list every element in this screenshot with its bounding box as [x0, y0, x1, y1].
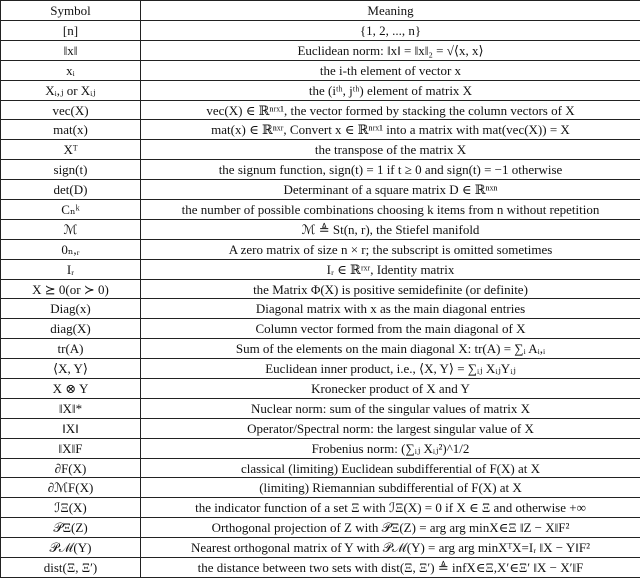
meaning-cell: the number of possible combinations choosing k items from n without repetition	[141, 200, 640, 220]
meaning-cell: Euclidean inner product, i.e., ⟨X, Y⟩ = ∑ᵢⱼ XᵢⱼYᵢⱼ	[141, 359, 640, 379]
meaning-cell: Euclidean norm: ‖x‖ = ‖x‖₂ = √⟨x, x⟩	[141, 40, 640, 60]
symbol-cell: sign(t)	[1, 160, 141, 180]
meaning-cell: the indicator function of a set Ξ with ℐΞ(X) = 0 if X ∈ Ξ and otherwise +∞	[141, 498, 640, 518]
table-row	[1, 478, 640, 498]
meaning-cell: vec(X) ∈ ℝⁿʳˣ¹, the vector formed by stacking the column vectors of X	[141, 100, 640, 120]
symbol-cell: Xᵢ,ⱼ or Xᵢⱼ	[1, 80, 141, 100]
table-row	[1, 40, 640, 60]
table-row	[1, 219, 640, 239]
meaning-cell: A zero matrix of size n × r; the subscript is omitted sometimes	[141, 239, 640, 259]
meaning-cell: mat(x) ∈ ℝⁿˣʳ, Convert x ∈ ℝⁿʳˣ¹ into a matrix with mat(vec(X)) = X	[141, 120, 640, 140]
symbol-cell: ⟨X, Y⟩	[1, 359, 141, 379]
symbol-cell: Xᵀ	[1, 140, 141, 160]
symbol-cell: xᵢ	[1, 60, 141, 80]
meaning-cell: the signum function, sign(t) = 1 if t ≥ 0 and sign(t) = −1 otherwise	[141, 160, 640, 180]
meaning-cell: the transpose of the matrix X	[141, 140, 640, 160]
symbol-cell: 𝒫Ξ(Z)	[1, 518, 141, 538]
meaning-cell: Frobenius norm: (∑ᵢⱼ Xᵢⱼ²)^1/2	[141, 438, 640, 458]
table-row	[1, 80, 640, 100]
symbol-cell: 0ₙ,ᵣ	[1, 239, 141, 259]
table-row	[1, 60, 640, 80]
table-row	[1, 379, 640, 399]
table-row	[1, 180, 640, 200]
meaning-cell: Nuclear norm: sum of the singular values of matrix X	[141, 398, 640, 418]
meaning-cell: Column vector formed from the main diagonal of X	[141, 319, 640, 339]
table-row	[1, 299, 640, 319]
table-row	[1, 200, 640, 220]
symbol-cell: X ⊗ Y	[1, 379, 141, 399]
meaning-cell: the distance between two sets with dist(Ξ, Ξ′) ≜ infX∈Ξ,X′∈Ξ′ ‖X − X′‖F	[141, 558, 640, 578]
symbol-cell: dist(Ξ, Ξ′)	[1, 558, 141, 578]
symbol-cell: 𝒫ℳ(Y)	[1, 538, 141, 558]
table-row	[1, 418, 640, 438]
meaning-cell: Kronecker product of X and Y	[141, 379, 640, 399]
table-row	[1, 458, 640, 478]
symbol-cell: Diag(x)	[1, 299, 141, 319]
symbol-cell: ∂ℳF(X)	[1, 478, 141, 498]
symbol-cell: mat(x)	[1, 120, 141, 140]
meaning-cell: Nearest orthogonal matrix of Y with 𝒫ℳ(Y) = arg arg minXᵀX=Iᵣ ‖X − Y‖F²	[141, 538, 640, 558]
symbol-cell: vec(X)	[1, 100, 141, 120]
symbol-cell: Cₙᵏ	[1, 200, 141, 220]
symbol-cell: [n]	[1, 21, 141, 41]
symbol-cell: diag(X)	[1, 319, 141, 339]
meaning-cell: the i-th element of vector x	[141, 60, 640, 80]
table-row	[1, 438, 640, 458]
meaning-cell: the (iᵗʰ, jᵗʰ) element of matrix X	[141, 80, 640, 100]
header-symbol: Symbol	[1, 1, 141, 21]
header-meaning: Meaning	[141, 1, 640, 21]
symbol-cell: Iᵣ	[1, 259, 141, 279]
table-row	[1, 120, 640, 140]
meaning-cell: (limiting) Riemannian subdifferential of F(X) at X	[141, 478, 640, 498]
meaning-cell: Determinant of a square matrix D ∈ ℝⁿˣⁿ	[141, 180, 640, 200]
table-row	[1, 239, 640, 259]
symbol-cell: X ⪰ 0(or ≻ 0)	[1, 279, 141, 299]
header-row	[1, 1, 640, 21]
table-row	[1, 259, 640, 279]
table-row	[1, 21, 640, 41]
symbol-cell: ‖X‖	[1, 418, 141, 438]
table-row	[1, 319, 640, 339]
symbol-cell: ‖x‖	[1, 40, 141, 60]
table-row	[1, 359, 640, 379]
symbol-cell: det(D)	[1, 180, 141, 200]
symbol-cell: ‖X‖*	[1, 398, 141, 418]
symbol-cell: tr(A)	[1, 339, 141, 359]
meaning-cell: Iᵣ ∈ ℝʳˣʳ, Identity matrix	[141, 259, 640, 279]
meaning-cell: Orthogonal projection of Z with 𝒫Ξ(Z) = arg arg minX∈Ξ ‖Z − X‖F²	[141, 518, 640, 538]
symbol-cell: ‖X‖F	[1, 438, 141, 458]
table-row	[1, 279, 640, 299]
table-row	[1, 518, 640, 538]
meaning-cell: Operator/Spectral norm: the largest singular value of X	[141, 418, 640, 438]
table-row	[1, 558, 640, 578]
symbol-cell: ℐΞ(X)	[1, 498, 141, 518]
table-row	[1, 339, 640, 359]
symbol-cell: ℳ	[1, 219, 141, 239]
meaning-cell: ℳ ≜ St(n, r), the Stiefel manifold	[141, 219, 640, 239]
table-row	[1, 140, 640, 160]
meaning-cell: classical (limiting) Euclidean subdifferential of F(X) at X	[141, 458, 640, 478]
table-row	[1, 538, 640, 558]
meaning-cell: the Matrix Φ(X) is positive semidefinite (or definite)	[141, 279, 640, 299]
meaning-cell: {1, 2, ..., n}	[141, 21, 640, 41]
table-row	[1, 498, 640, 518]
meaning-cell: Diagonal matrix with x as the main diagonal entries	[141, 299, 640, 319]
table-row	[1, 100, 640, 120]
table-row	[1, 160, 640, 180]
table-row	[1, 398, 640, 418]
meaning-cell: Sum of the elements on the main diagonal X: tr(A) = ∑ᵢ Aᵢ,ᵢ	[141, 339, 640, 359]
symbol-cell: ∂F(X)	[1, 458, 141, 478]
